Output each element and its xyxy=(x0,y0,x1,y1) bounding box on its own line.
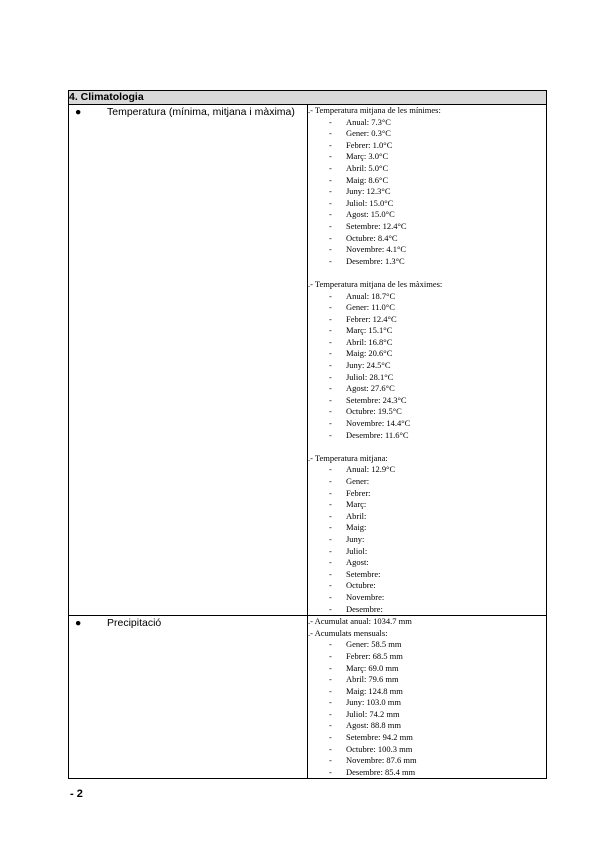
list-item xyxy=(308,522,546,534)
dash-bullet-icon: - xyxy=(329,603,332,614)
list-item xyxy=(308,325,546,337)
mean-temp-list xyxy=(308,464,546,615)
list-item xyxy=(308,151,546,163)
list-item-text: Setembre: xyxy=(346,568,381,579)
list-item xyxy=(308,395,546,407)
dash-bullet-icon: - xyxy=(329,591,332,602)
list-item xyxy=(308,697,546,709)
list-item-text: Abril: 5.0°C xyxy=(346,162,389,173)
list-item-text: Octubre: 19.5°C xyxy=(346,406,402,417)
list-item-text: Abril: 16.8°C xyxy=(346,336,393,347)
list-item xyxy=(308,117,546,129)
dash-bullet-icon: - xyxy=(329,639,332,650)
list-item-text: Juny: 12.3°C xyxy=(346,186,391,197)
list-item-text: Març: 3.0°C xyxy=(346,151,389,162)
list-item-text: Setembre: 24.3°C xyxy=(346,394,407,405)
min-temp-list xyxy=(308,117,546,268)
list-item-text: Maig: xyxy=(346,522,367,533)
list-item xyxy=(308,546,546,558)
dash-bullet-icon: - xyxy=(329,732,332,743)
list-item-text: Maig: 124.8 mm xyxy=(346,685,403,696)
dash-bullet-icon: - xyxy=(329,487,332,498)
list-item-text: Gener: xyxy=(346,476,370,486)
list-item-text: Febrer: xyxy=(346,487,371,498)
dash-bullet-icon: - xyxy=(329,174,332,185)
list-item-text: Desembre: xyxy=(346,603,383,614)
list-item-text: Agost: 88.8 mm xyxy=(346,720,402,731)
list-item-text: Novembre: 87.6 mm xyxy=(346,755,417,766)
dash-bullet-icon: - xyxy=(329,697,332,708)
list-item xyxy=(308,314,546,326)
list-item-text: Gener: 58.5 mm xyxy=(346,639,402,650)
list-item-text: Juny: 103.0 mm xyxy=(346,697,402,708)
dash-bullet-icon: - xyxy=(329,186,332,197)
list-item xyxy=(308,534,546,546)
list-item-text: Novembre: xyxy=(346,591,385,602)
list-item xyxy=(308,464,546,476)
mean-temp-title: .- Temperatura mitjana: xyxy=(308,452,388,463)
list-item xyxy=(308,291,546,303)
list-item-text: Febrer: 1.0°C xyxy=(346,139,393,150)
monthly-precip-title: .- Acumulats mensuals: xyxy=(308,627,388,638)
dash-bullet-icon: - xyxy=(329,255,332,266)
section-header: 4. Climatologia xyxy=(69,91,547,105)
max-temp-title: .- Temperatura mitjana de les màximes: xyxy=(308,278,443,289)
list-item-text: Abril: xyxy=(346,510,367,521)
list-item-text: Juliol: 15.0°C xyxy=(346,197,394,208)
list-item-text: Octubre: 8.4°C xyxy=(346,232,398,243)
list-item xyxy=(308,639,546,651)
dash-bullet-icon: - xyxy=(329,139,332,150)
list-item xyxy=(308,372,546,384)
dash-bullet-icon: - xyxy=(329,418,332,429)
dash-bullet-icon: - xyxy=(329,557,332,568)
dash-bullet-icon: - xyxy=(329,499,332,510)
precipitation-row xyxy=(69,616,547,779)
list-item xyxy=(308,488,546,500)
list-item xyxy=(308,244,546,256)
dash-bullet-icon: - xyxy=(329,116,332,127)
dash-bullet-icon: - xyxy=(329,766,332,777)
list-item xyxy=(308,186,546,198)
dash-bullet-icon: - xyxy=(329,743,332,754)
dash-bullet-icon: - xyxy=(329,360,332,371)
dash-bullet-icon: - xyxy=(329,371,332,382)
min-temp-title: .- Temperatura mitjana de les mínimes: xyxy=(308,105,441,115)
list-item xyxy=(308,175,546,187)
list-item-text: Abril: 79.6 mm xyxy=(346,674,399,685)
list-item-text: Juliol: xyxy=(346,545,368,556)
list-item-text: Octubre: 100.3 mm xyxy=(346,743,413,754)
list-item-text: Desembre: 85.4 mm xyxy=(346,766,416,777)
list-item-text: Setembre: 12.4°C xyxy=(346,220,407,231)
dash-bullet-icon: - xyxy=(329,755,332,766)
list-item-text: Setembre: 94.2 mm xyxy=(346,732,413,743)
list-item-text: Juliol: 28.1°C xyxy=(346,371,394,382)
list-item-text: Febrer: 68.5 mm xyxy=(346,650,403,661)
precipitation-label: Precipitació xyxy=(107,617,162,630)
bullet-icon: ● xyxy=(75,106,82,118)
dash-bullet-icon: - xyxy=(329,510,332,521)
dash-bullet-icon: - xyxy=(329,429,332,440)
dash-bullet-icon: - xyxy=(329,290,332,301)
list-item-text: Juny: 24.5°C xyxy=(346,360,391,371)
dash-bullet-icon: - xyxy=(329,336,332,347)
monthly-precip-list xyxy=(308,639,546,778)
list-item xyxy=(308,674,546,686)
list-item-text: Febrer: 12.4°C xyxy=(346,313,397,324)
list-item-text: Desembre: 1.3°C xyxy=(346,255,405,266)
dash-bullet-icon: - xyxy=(329,394,332,405)
list-item xyxy=(308,476,546,488)
list-item-text: Gener: 0.3°C xyxy=(346,128,391,139)
list-item xyxy=(308,348,546,360)
list-item-text: Març: 15.1°C xyxy=(346,325,393,336)
list-item xyxy=(308,302,546,314)
list-item xyxy=(308,209,546,221)
dash-bullet-icon: - xyxy=(329,662,332,673)
temperature-row xyxy=(69,105,547,616)
dash-bullet-icon: - xyxy=(329,685,332,696)
dash-bullet-icon: - xyxy=(329,348,332,359)
dash-bullet-icon: - xyxy=(329,313,332,324)
list-item-text: Novembre: 4.1°C xyxy=(346,244,407,255)
dash-bullet-icon: - xyxy=(329,406,332,417)
list-item xyxy=(308,383,546,395)
climatology-table xyxy=(68,90,547,779)
temperature-label-cell xyxy=(69,105,308,616)
list-item-text: Juliol: 74.2 mm xyxy=(346,708,400,719)
dash-bullet-icon: - xyxy=(329,476,332,486)
list-item-text: Anual: 7.3°C xyxy=(346,116,391,127)
list-item xyxy=(308,686,546,698)
list-item xyxy=(308,604,546,616)
dash-bullet-icon: - xyxy=(329,708,332,719)
list-item xyxy=(308,198,546,210)
list-item-text: Agost: 27.6°C xyxy=(346,383,395,394)
dash-bullet-icon: - xyxy=(329,383,332,394)
table-header-row xyxy=(69,91,547,105)
list-item xyxy=(308,744,546,756)
list-item-text: Octubre: xyxy=(346,580,376,591)
list-item xyxy=(308,720,546,732)
temperature-label: Temperatura (mínima, mitjana i màxima) xyxy=(107,106,295,118)
list-item xyxy=(308,337,546,349)
list-item-text: Març: xyxy=(346,499,367,510)
list-item xyxy=(308,499,546,511)
list-item xyxy=(308,221,546,233)
list-item-text: Anual: 12.9°C xyxy=(346,464,396,475)
list-item xyxy=(308,557,546,569)
list-item-text: Maig: 8.6°C xyxy=(346,174,389,185)
list-item-text: Maig: 20.6°C xyxy=(346,348,393,359)
list-item xyxy=(308,511,546,523)
dash-bullet-icon: - xyxy=(329,522,332,533)
list-item xyxy=(308,418,546,430)
list-item xyxy=(308,406,546,418)
dash-bullet-icon: - xyxy=(329,674,332,685)
dash-bullet-icon: - xyxy=(329,302,332,313)
dash-bullet-icon: - xyxy=(329,162,332,173)
list-item xyxy=(308,580,546,592)
list-item-text: Agost: xyxy=(346,557,369,568)
dash-bullet-icon: - xyxy=(329,325,332,336)
precipitation-label-cell xyxy=(69,616,308,779)
dash-bullet-icon: - xyxy=(329,545,332,556)
list-item-text: Juny: xyxy=(346,533,365,544)
list-item xyxy=(308,663,546,675)
list-item xyxy=(308,233,546,245)
list-item xyxy=(308,360,546,372)
list-item-text: Desembre: 11.6°C xyxy=(346,429,409,440)
list-item xyxy=(308,140,546,152)
list-item-text: Agost: 15.0°C xyxy=(346,209,395,220)
list-item-text: Anual: 18.7°C xyxy=(346,290,396,301)
dash-bullet-icon: - xyxy=(329,650,332,661)
list-item xyxy=(308,163,546,175)
max-temp-list xyxy=(308,291,546,442)
list-item xyxy=(308,709,546,721)
annual-precip: .- Acumulat anual: 1034.7 mm xyxy=(308,616,412,627)
list-item-text: Novembre: 14.4°C xyxy=(346,418,411,429)
page-number: - 2 xyxy=(70,788,83,800)
dash-bullet-icon: - xyxy=(329,197,332,208)
list-item xyxy=(308,569,546,581)
list-item xyxy=(308,592,546,604)
dash-bullet-icon: - xyxy=(329,128,332,139)
dash-bullet-icon: - xyxy=(329,720,332,731)
list-item xyxy=(308,651,546,663)
list-item xyxy=(308,755,546,767)
dash-bullet-icon: - xyxy=(329,151,332,162)
dash-bullet-icon: - xyxy=(329,209,332,220)
dash-bullet-icon: - xyxy=(329,533,332,544)
dash-bullet-icon: - xyxy=(329,220,332,231)
list-item xyxy=(308,256,546,268)
precipitation-values-cell xyxy=(308,616,547,779)
dash-bullet-icon: - xyxy=(329,580,332,591)
bullet-icon: ● xyxy=(75,617,82,630)
list-item xyxy=(308,732,546,744)
dash-bullet-icon: - xyxy=(329,568,332,579)
temperature-values-cell xyxy=(308,105,547,616)
dash-bullet-icon: - xyxy=(329,244,332,255)
list-item xyxy=(308,767,546,779)
dash-bullet-icon: - xyxy=(329,464,332,475)
list-item xyxy=(308,430,546,442)
list-item-text: Gener: 11.0°C xyxy=(346,302,395,313)
list-item xyxy=(308,128,546,140)
dash-bullet-icon: - xyxy=(329,232,332,243)
list-item-text: Març: 69.0 mm xyxy=(346,662,399,673)
